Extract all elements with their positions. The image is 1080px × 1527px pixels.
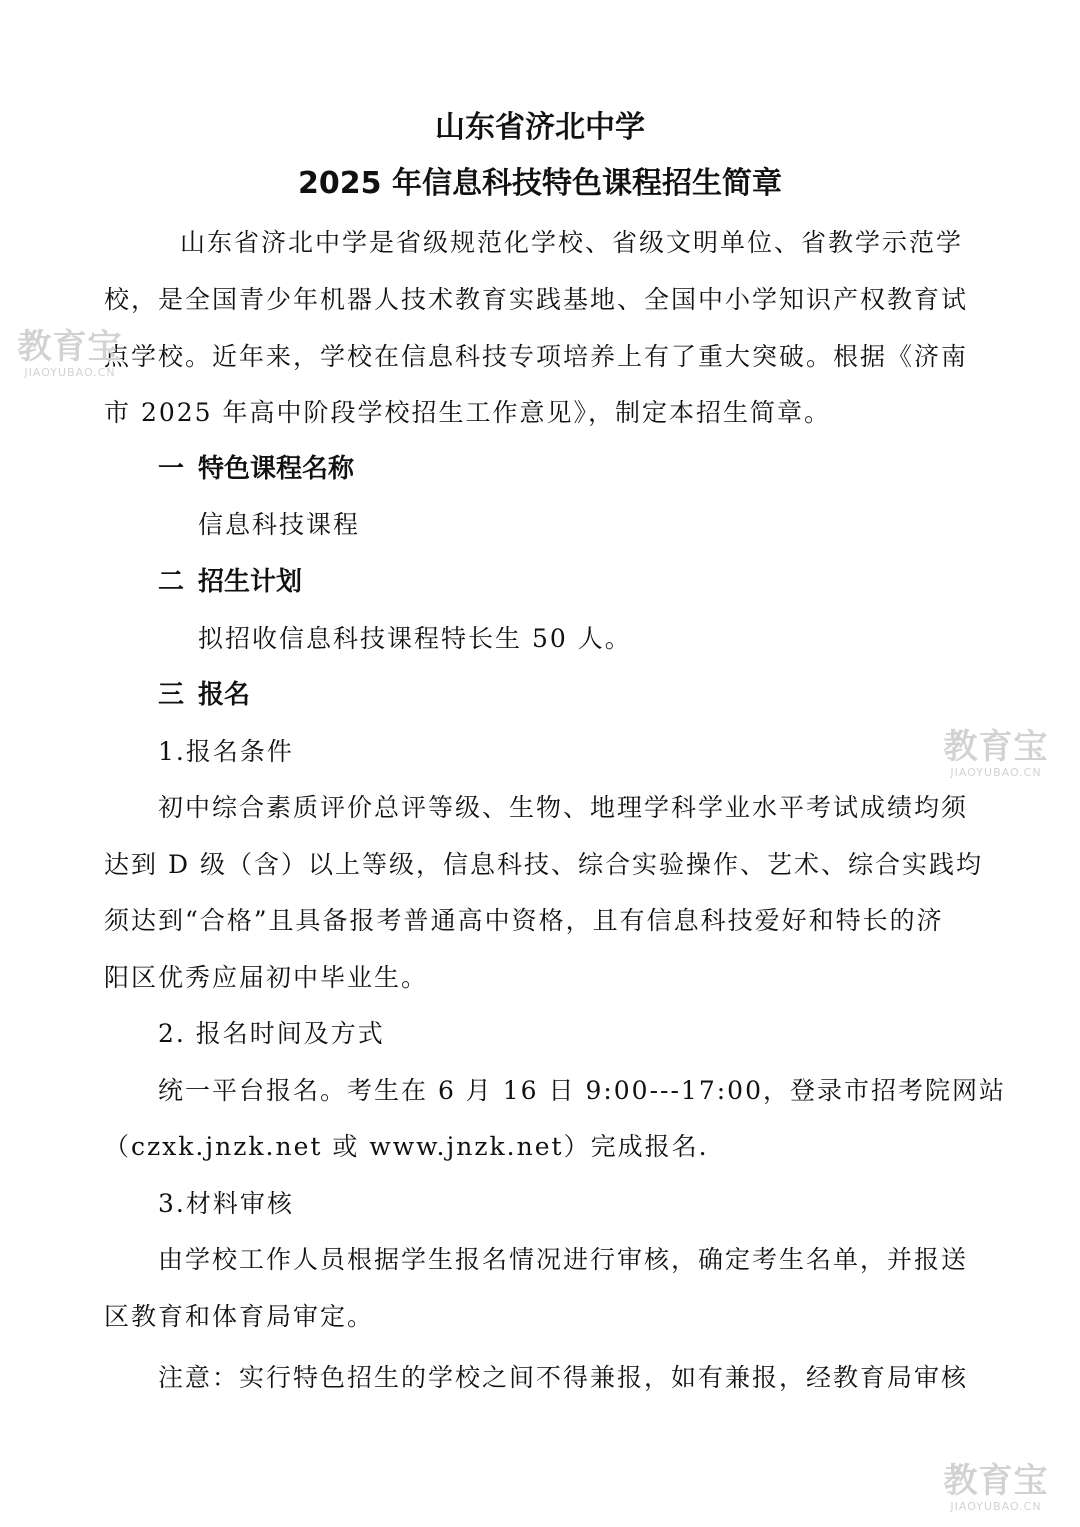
section-number: 一 — [158, 454, 185, 484]
document-title-main: 2025 年信息科技特色课程招生简章 — [298, 166, 782, 201]
subsection-title: 3.材料审核 — [158, 1189, 294, 1218]
watermark-main: 教育宝 — [943, 727, 1049, 767]
note-line: 注意：实行特色招生的学校之间不得兼报，如有兼报，经教育局审核 — [158, 1363, 969, 1392]
paragraph-line: 由学校工作人员根据学生报名情况进行审核，确定考生名单，并报送 — [158, 1245, 969, 1274]
section-title: 报名 — [198, 680, 251, 710]
intro-line: 校，是全国青少年机器人技术教育实践基地、全国中小学知识产权教育试 — [104, 285, 969, 314]
paragraph-line: 达到 D 级（含）以上等级，信息科技、综合实验操作、艺术、综合实践均 — [104, 850, 983, 879]
watermark-logo — [936, 1462, 1056, 1522]
section-title: 特色课程名称 — [198, 454, 355, 484]
watermark-logo — [10, 328, 130, 388]
paragraph-line: 阳区优秀应届初中毕业生。 — [104, 963, 429, 992]
paragraph-line: （czxk.jnzk.net 或 www.jnzk.net）完成报名. — [104, 1132, 709, 1161]
section-heading — [158, 452, 354, 486]
intro-line: 点学校。近年来，学校在信息科技专项培养上有了重大突破。根据《济南 — [104, 342, 969, 371]
paragraph-line: 初中综合素质评价总评等级、生物、地理学科学业水平考试成绩均须 — [158, 793, 969, 822]
section-heading — [158, 678, 250, 712]
watermark-logo — [936, 728, 1056, 788]
section-title: 招生计划 — [198, 567, 303, 597]
watermark-main: 教育宝 — [17, 327, 123, 367]
section-body: 信息科技课程 — [198, 510, 361, 539]
watermark-sub: JIAOYUBAO.CN — [24, 366, 116, 379]
section-number: 二 — [158, 567, 185, 597]
subsection-title: 2. 报名时间及方式 — [158, 1019, 385, 1048]
section-heading — [158, 565, 302, 599]
section-body: 拟招收信息科技课程特长生 50 人。 — [198, 624, 632, 653]
subsection-title: 1.报名条件 — [158, 737, 294, 766]
watermark-main: 教育宝 — [943, 1461, 1049, 1501]
watermark-sub: JIAOYUBAO.CN — [950, 766, 1042, 779]
watermark-sub: JIAOYUBAO.CN — [950, 1500, 1042, 1513]
intro-line: 山东省济北中学是省级规范化学校、省级文明单位、省教学示范学 — [180, 228, 964, 257]
section-number: 三 — [158, 680, 185, 710]
document-title-school: 山东省济北中学 — [435, 110, 645, 145]
paragraph-line: 统一平台报名。考生在 6 月 16 日 9:00---17:00，登录市招考院网站 — [158, 1076, 1006, 1105]
paragraph-line: 须达到“合格”且具备报考普通高中资格，且有信息科技爱好和特长的济 — [104, 906, 944, 935]
paragraph-line: 区教育和体育局审定。 — [104, 1302, 375, 1331]
intro-line: 市 2025 年高中阶段学校招生工作意见》，制定本招生简章。 — [104, 398, 832, 427]
